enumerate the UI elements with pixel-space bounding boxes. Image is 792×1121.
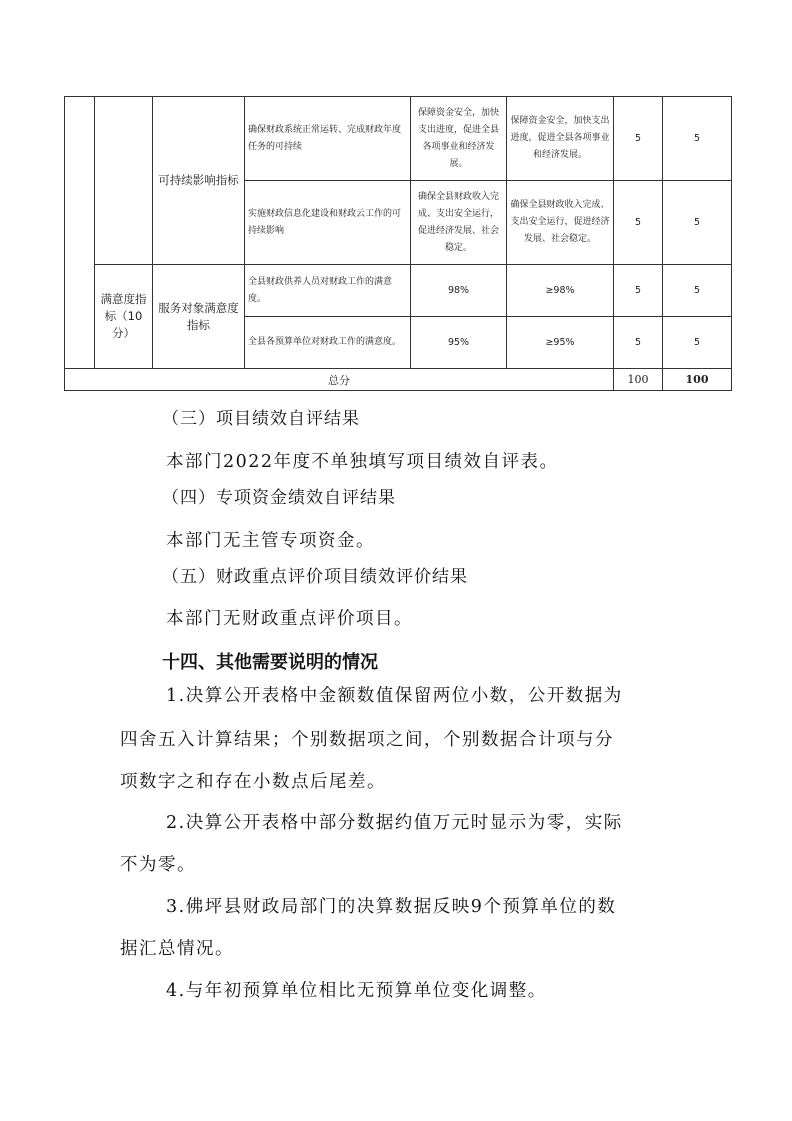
score-cell: 5 <box>663 181 732 265</box>
detail-cell: 确保财政系统正常运转、完成财政年度任务的可持续 <box>245 97 411 181</box>
section-title: （四）专项资金绩效自评结果 <box>162 488 396 508</box>
detail-cell: 全县各预算单位对财政工作的满意度。 <box>245 317 411 369</box>
section-text: 本部门无主管专项资金。 <box>166 531 375 551</box>
target-cell: 确保全县财政收入完成、支出安全运行，促进经济发展、社会稳定。 <box>411 181 507 265</box>
target-cell: 95% <box>411 317 507 369</box>
page-heading: 十四、其他需要说明的情况 <box>162 652 378 673</box>
actual-cell: 确保全县财政收入完成、支出安全运行，促进经济发展、社会稳定。 <box>507 181 614 265</box>
section-text: 本部门2022年度不单独填写项目绩效自评表。 <box>166 452 559 472</box>
score-cell: 5 <box>663 265 732 317</box>
weight-cell: 5 <box>614 97 663 181</box>
total-row <box>65 369 732 391</box>
section-text: 本部门无财政重点评价项目。 <box>166 609 413 629</box>
note-line: 4.与年初预算单位相比无预算单位变化调整。 <box>166 981 547 1001</box>
table-row <box>65 265 732 317</box>
note-line: 据汇总情况。 <box>120 939 234 959</box>
detail-cell: 全县财政供养人员对财政工作的满意度。 <box>245 265 411 317</box>
note-line: 项数字之和存在小数点后尾差。 <box>120 772 386 792</box>
section-title: （五）财政重点评价项目绩效评价结果 <box>162 567 468 587</box>
table-row <box>65 97 732 181</box>
score-cell: 5 <box>663 97 732 181</box>
score-cell: 5 <box>663 317 732 369</box>
indicator-cell: 服务对象满意度指标 <box>153 265 245 369</box>
note-line: 1.决算公开表格中金额数值保留两位小数，公开数据为 <box>166 686 623 706</box>
category-cell: 满意度指标（10分） <box>95 265 153 369</box>
detail-cell: 实施财政信息化建设和财政云工作的可持续影响 <box>245 181 411 265</box>
performance-table <box>64 96 732 391</box>
weight-cell: 5 <box>614 265 663 317</box>
note-line: 2.决算公开表格中部分数据约值万元时显示为零，实际 <box>166 813 623 833</box>
target-cell: 保障资金安全，加快支出进度，促进全县各项事业和经济发展。 <box>411 97 507 181</box>
category-cell <box>95 97 153 265</box>
actual-cell: 保障资金安全，加快支出进度，促进全县各项事业和经济发展。 <box>507 97 614 181</box>
weight-cell: 5 <box>614 317 663 369</box>
note-line: 四舍五入计算结果；个别数据项之间，个别数据合计项与分 <box>120 730 614 750</box>
weight-cell: 5 <box>614 181 663 265</box>
total-label: 总分 <box>65 369 614 391</box>
total-weight: 100 <box>614 369 663 391</box>
actual-cell: ≥98% <box>507 265 614 317</box>
target-cell: 98% <box>411 265 507 317</box>
note-line: 不为零。 <box>120 855 196 875</box>
indicator-cell: 可持续影响指标 <box>153 97 245 265</box>
section-title: （三）项目绩效自评结果 <box>162 409 360 429</box>
outer-category-cell <box>65 97 95 369</box>
total-score: 100 <box>663 369 732 391</box>
note-line: 3.佛坪县财政局部门的决算数据反映9个预算单位的数 <box>166 897 617 917</box>
actual-cell: ≥95% <box>507 317 614 369</box>
